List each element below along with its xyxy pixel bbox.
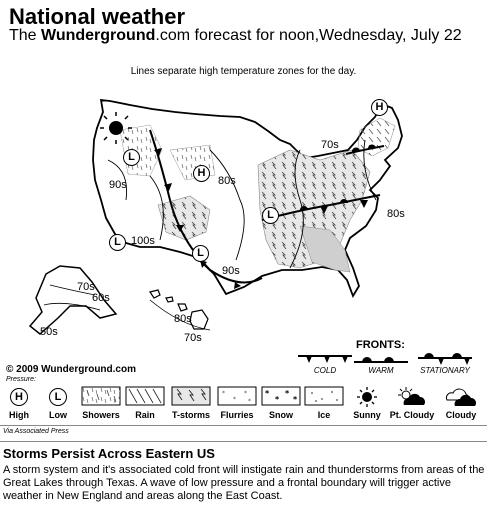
front-stationary-label: STATIONARY (420, 366, 470, 375)
high-pressure-marker: H (193, 165, 210, 182)
weather-legend (0, 384, 487, 424)
legend-cloudy-label: Cloudy (445, 410, 477, 420)
legend-snow-label: Snow (269, 410, 293, 420)
legend-ice (301, 386, 347, 420)
legend-flurries-label: Flurries (220, 410, 254, 420)
high-pressure-marker: H (371, 99, 388, 116)
story-headline: Storms Persist Across Eastern US (3, 446, 215, 461)
temp-label: 80s (174, 313, 192, 325)
legend-low (35, 386, 81, 420)
front-cold (294, 352, 356, 378)
legend-rain (122, 386, 168, 420)
stationary-front-icon (414, 352, 476, 366)
low-pressure-marker: L (109, 234, 126, 251)
low-pressure-symbol: L (49, 388, 67, 406)
divider-bottom (0, 441, 487, 442)
credit-line: Via Associated Press (3, 428, 69, 435)
legend-tstorms-label: T-storms (171, 410, 210, 420)
front-warm (350, 352, 412, 378)
temp-label: 70s (77, 281, 95, 293)
front-cold-label: COLD (313, 366, 337, 375)
legend-tstorms (168, 386, 214, 420)
temp-label: 90s (222, 265, 240, 277)
showers-icon (81, 386, 121, 406)
legend-sunny-label: Sunny (353, 410, 381, 420)
page-title: National weather (9, 4, 186, 29)
temp-label: 60s (92, 292, 110, 304)
copyright: © 2009 Wunderground.com (6, 364, 136, 375)
svg-text:*: * (293, 395, 298, 404)
temp-label: 70s (321, 139, 339, 151)
temp-label: 50s (40, 326, 58, 338)
high-pressure-symbol: H (10, 388, 28, 406)
subtitle-brand: Wunderground (41, 27, 156, 44)
low-pressure-marker: L (123, 149, 140, 166)
map-note: Lines separate high temperature zones for the day. (130, 66, 357, 77)
partly-cloudy-icon (394, 386, 430, 408)
svg-text:*: * (275, 395, 280, 404)
temp-label: 80s (218, 175, 236, 187)
subtitle-suffix: .com forecast for noon,Wednesday, July 22 (155, 27, 462, 44)
legend-cloudy (438, 386, 484, 420)
rain-icon (125, 386, 165, 406)
fronts-title: FRONTS: (356, 339, 405, 351)
legend-snow (258, 386, 304, 420)
flurries-icon (217, 386, 257, 406)
legend-flurries (214, 386, 260, 420)
svg-text:*: * (285, 389, 290, 398)
thunderstorm-icon (171, 386, 211, 406)
divider-top (0, 425, 487, 426)
temp-label: 100s (131, 235, 155, 247)
legend-sunny (344, 386, 390, 420)
cold-front-icon (294, 352, 356, 366)
legend-pt-cloudy (389, 386, 435, 420)
legend-showers-label: Showers (82, 410, 120, 420)
sunny-legend-icon (352, 386, 382, 408)
svg-text:*: * (265, 389, 270, 398)
legend-showers (78, 386, 124, 420)
legend-low-label: Low (49, 410, 67, 420)
low-pressure-marker: L (262, 207, 279, 224)
svg-text:*: * (248, 398, 251, 405)
svg-text:*: * (222, 390, 225, 397)
story-body: A storm system and it's associated cold front will instigate rain and thunderstorms from areas of the Great Lakes through Texas. A wave of low pressure and a frontal boundary will trigger active weather in New England and areas along the East Coast. (3, 464, 485, 502)
front-warm-label: WARM (368, 366, 394, 375)
temp-label: 70s (184, 332, 202, 344)
temp-label: 90s (109, 179, 127, 191)
subtitle-prefix: The (9, 27, 42, 44)
pressure-label: Pressure: (6, 376, 36, 383)
svg-text:*: * (244, 390, 247, 397)
legend-pt-cloudy-label: Pt. Cloudy (389, 410, 435, 420)
warm-front-icon (350, 352, 412, 366)
svg-text:*: * (233, 396, 236, 403)
cloudy-icon (443, 386, 479, 408)
snow-icon (261, 386, 301, 406)
ice-icon (304, 386, 344, 406)
legend-high-label: High (9, 410, 29, 420)
temp-label: 80s (387, 208, 405, 220)
legend-rain-label: Rain (135, 410, 155, 420)
legend-ice-label: Ice (317, 410, 331, 420)
front-stationary (414, 352, 476, 378)
low-pressure-marker: L (192, 245, 209, 262)
